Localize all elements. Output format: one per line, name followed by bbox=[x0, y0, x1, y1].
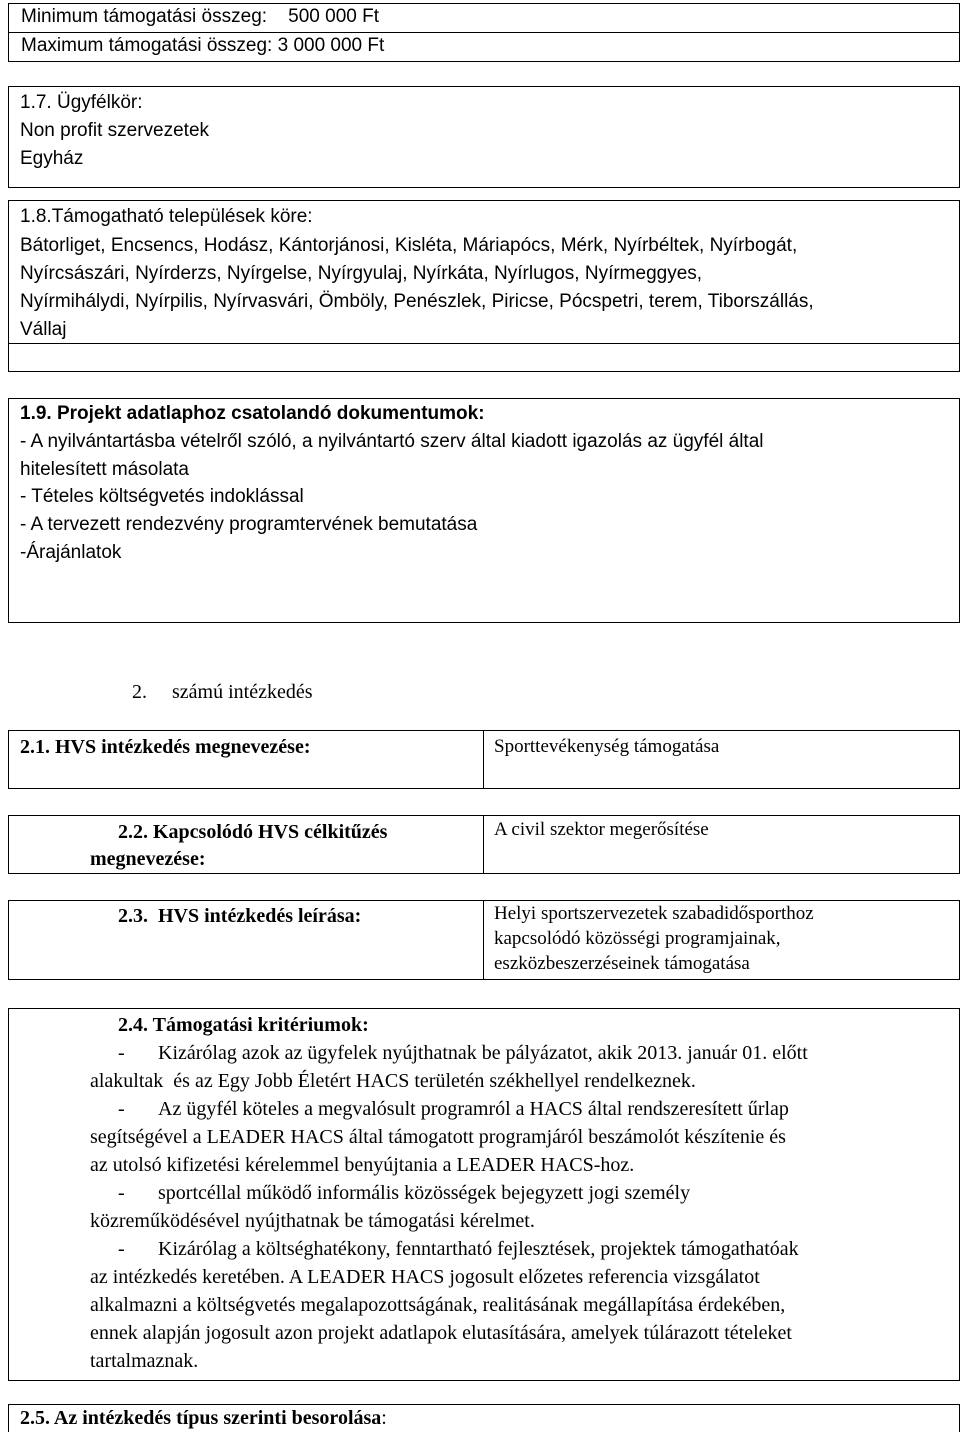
criteria-line: Kizárólag azok az ügyfelek nyújthatnak be pályázatot, akik 2013. január 01. előtt bbox=[158, 1042, 808, 1064]
section-2-5-heading bbox=[20, 1404, 387, 1432]
settlement-line-4: Vállaj bbox=[20, 319, 67, 340]
document-line-4: - A tervezett rendezvény programtervének bemutatása bbox=[20, 514, 478, 535]
criteria-line: alkalmazni a költségvetés megalapozottságának, realitásának megállapítása érdekében, bbox=[90, 1294, 786, 1316]
section-2-2-divider bbox=[483, 815, 484, 874]
measure-2-title: számú intézkedés bbox=[172, 681, 313, 703]
criteria-dash: - bbox=[118, 1042, 125, 1064]
criteria-line: Kizárólag a költséghatékony, fenntartható fejlesztések, projektek támogathatóak bbox=[158, 1238, 799, 1260]
max-amount-text: Maximum támogatási összeg: 3 000 000 Ft bbox=[21, 35, 385, 56]
max-amount-row bbox=[9, 33, 960, 62]
criteria-dash: - bbox=[118, 1238, 125, 1260]
criteria-dash: - bbox=[118, 1098, 125, 1120]
section-2-3-label: 2.3. HVS intézkedés leírása: bbox=[118, 905, 362, 927]
document-line-5: -Árajánlatok bbox=[20, 542, 122, 563]
document-line-3: - Tételes költségvetés indoklással bbox=[20, 486, 304, 507]
amount-table bbox=[8, 3, 960, 62]
section-2-2-label-line-2: megnevezése: bbox=[90, 848, 206, 870]
section-2-3-value-line-3: eszközbeszerzéseinek támogatása bbox=[494, 953, 750, 974]
section-2-3-value-line-1: Helyi sportszervezetek szabadidősporthoz bbox=[494, 903, 814, 924]
settlement-line-2: Nyírcsászári, Nyírderzs, Nyírgelse, Nyírgyulaj, Nyírkáta, Nyírlugos, Nyírmeggyes, bbox=[20, 263, 703, 284]
section-1-9-heading: 1.9. Projekt adatlaphoz csatolandó dokumentumok: bbox=[20, 403, 485, 424]
client-item-nonprofit: Non profit szervezetek bbox=[20, 120, 210, 141]
criteria-line: Az ügyfél köteles a megvalósult programról a HACS által rendszeresített űrlap bbox=[158, 1098, 789, 1120]
section-2-4-heading: 2.4. Támogatási kritériumok: bbox=[118, 1014, 369, 1036]
criteria-line: tartalmaznak. bbox=[90, 1350, 199, 1372]
min-amount-row bbox=[9, 4, 960, 33]
settlement-line-3: Nyírmihálydi, Nyírpilis, Nyírvasvári, Ömböly, Penészlek, Piricse, Pócspetri, terem, Tiborszállás, bbox=[20, 291, 814, 312]
section-2-1-label: 2.1. HVS intézkedés megnevezése: bbox=[20, 736, 311, 758]
section-2-3-divider bbox=[483, 900, 484, 980]
section-2-2-label-line-1: 2.2. Kapcsolódó HVS célkitűzés bbox=[118, 821, 388, 843]
section-1-8-divider bbox=[8, 343, 960, 344]
section-2-3-value-line-2: kapcsolódó közösségi programjainak, bbox=[494, 928, 781, 949]
criteria-line: közreműködésével nyújthatnak be támogatási kérelmet. bbox=[90, 1210, 535, 1232]
criteria-line: az intézkedés keretében. A LEADER HACS jogosult előzetes referencia vizsgálatot bbox=[90, 1266, 760, 1288]
section-2-5-heading-text: 2.5. Az intézkedés típus szerinti besorolása bbox=[20, 1407, 382, 1429]
criteria-line: segítségével a LEADER HACS által támogatott programjáról beszámolót készítenie és bbox=[90, 1126, 786, 1148]
min-amount-text: Minimum támogatási összeg: 500 000 Ft bbox=[21, 6, 379, 27]
criteria-line: ennek alapján jogosult azon projekt adatlapok elutasítására, amelyek túlárazott tételeket bbox=[90, 1322, 792, 1344]
criteria-dash: - bbox=[118, 1182, 125, 1204]
section-2-2-value: A civil szektor megerősítése bbox=[494, 819, 709, 840]
criteria-line: sportcéllal működő informális közösségek bejegyzett jogi személy bbox=[158, 1182, 691, 1204]
section-2-1-value: Sporttevékenység támogatása bbox=[494, 736, 720, 757]
measure-2-number: 2. bbox=[132, 681, 147, 703]
client-item-church: Egyház bbox=[20, 148, 84, 169]
section-1-7-heading: 1.7. Ügyfélkör: bbox=[20, 92, 143, 113]
section-1-8-heading: 1.8.Támogatható települések köre: bbox=[20, 206, 313, 227]
document-line-1: - A nyilvántartásba vételről szóló, a nyilvántartó szerv által kiadott igazolás az ügyfél által bbox=[20, 431, 764, 452]
section-2-1-divider bbox=[483, 730, 484, 789]
settlement-line-1: Bátorliget, Encsencs, Hodász, Kántorjánosi, Kisléta, Máriapócs, Mérk, Nyírbéltek, Nyírbogát, bbox=[20, 235, 798, 256]
section-2-5-colon: : bbox=[381, 1407, 387, 1429]
criteria-line: alakultak és az Egy Jobb Életért HACS területén székhellyel rendelkeznek. bbox=[90, 1070, 696, 1092]
document-line-2: hitelesített másolata bbox=[20, 459, 189, 480]
criteria-line: az utolsó kifizetési kérelemmel benyújtania a LEADER HACS-hoz. bbox=[90, 1154, 635, 1176]
